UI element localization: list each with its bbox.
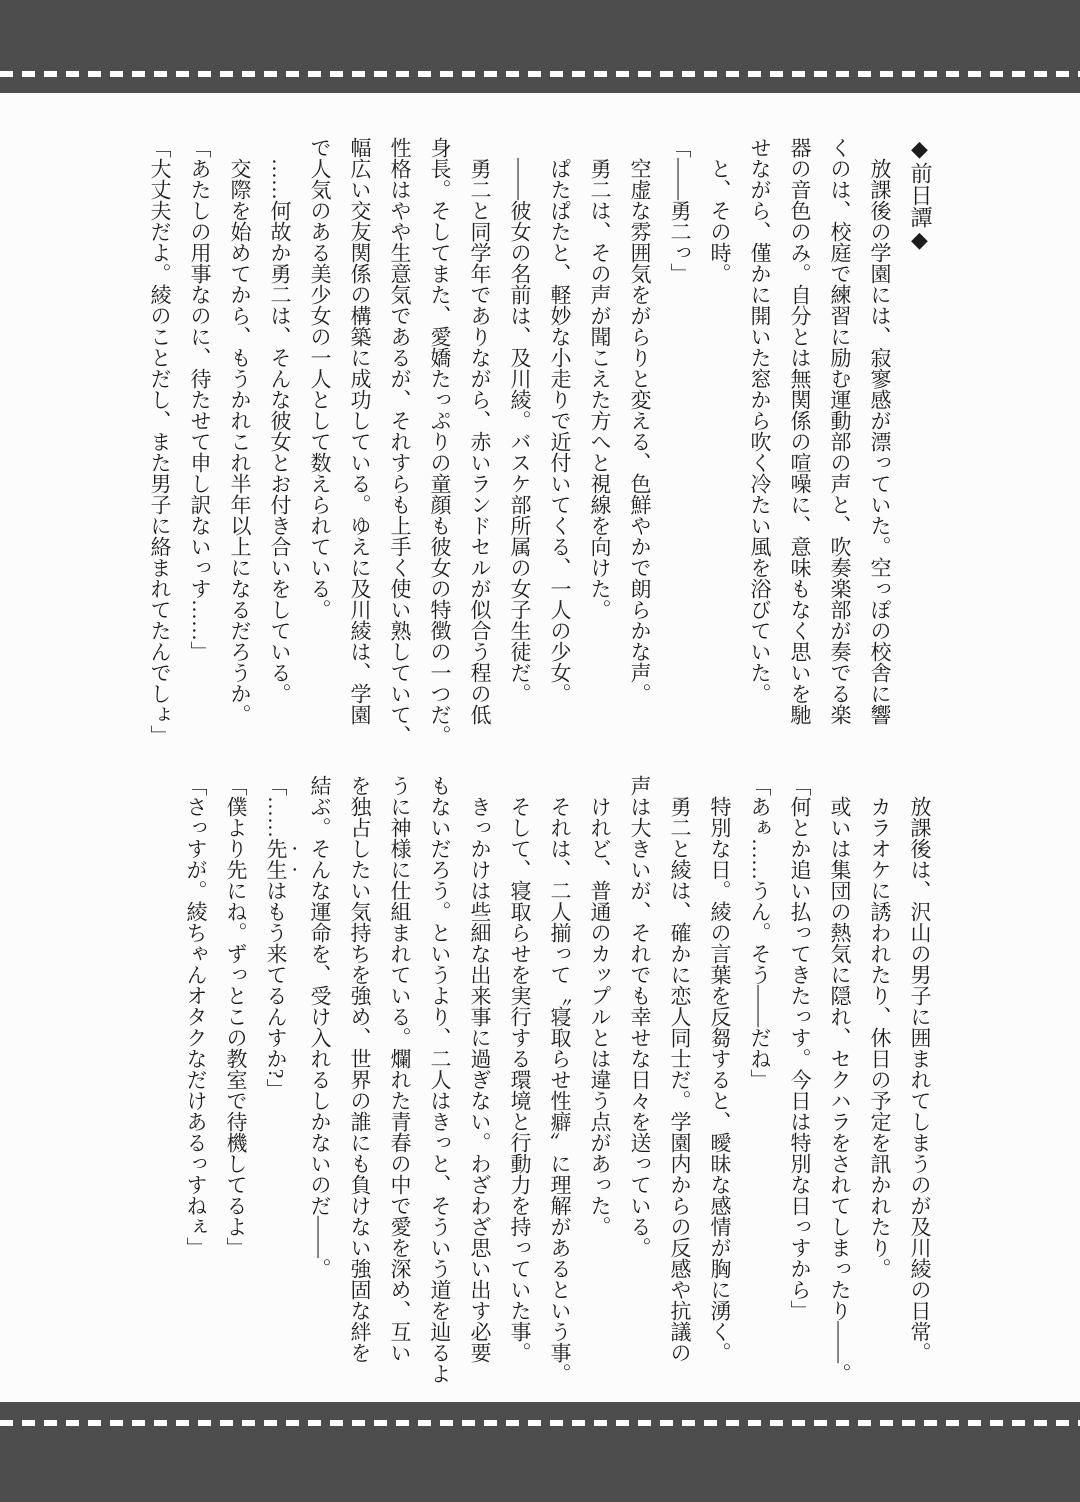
text-column: と、その時。 <box>708 158 732 284</box>
text-column: 勇二と綾は、確かに恋人同士だ。学園内からの反感や抗議の <box>668 796 692 1363</box>
text-column: 結ぶ。そんな運命を、受け入れるしかないのだ――。 <box>308 775 332 1279</box>
text-column: そして、寝取らせを実行する環境と行動力を持っていた事。 <box>508 796 532 1363</box>
text-column: 放課後の学園には、寂寥感が漂っていた。空っぽの校舎に響 <box>868 158 892 725</box>
text-column: 放課後は、沢山の男子に囲まれてしまうのが及川綾の日常。 <box>908 796 932 1363</box>
section-title: ◆前日譚◆ <box>908 137 933 253</box>
text-column: で人気のある美少女の一人として数えられている。 <box>308 137 332 620</box>
text-column: 「さっすが。綾ちゃんオタクなだけあるっすねぇ」 <box>184 775 208 1258</box>
text-column: を独占したい気持ちを強め、世界の誰にも負けない強固な絆を <box>348 775 372 1363</box>
text-column-emphasis <box>256 775 300 1393</box>
top-border <box>0 0 1080 93</box>
bottom-dashed-line <box>0 1420 1080 1426</box>
prologue-section <box>140 137 940 755</box>
text-column: 「あぁ……うん。そう――だね」 <box>748 775 772 1090</box>
text-column: 声は大きいが、それでも幸せな日々を送っている。 <box>628 775 652 1258</box>
text-column: 幅広い交友関係の構築に成功している。ゆえに及川綾は、学園 <box>348 137 372 725</box>
text-column: 器の音色のみ。自分とは無関係の喧噪に、意味もなく思いを馳 <box>788 137 812 725</box>
dialogue-suffix: はもう来てるんすか?」 <box>264 880 288 1100</box>
text-column: 空虚な雰囲気をがらりと変える、色鮮やかで朗らかな声。 <box>628 158 652 704</box>
text-column: ……何故か勇二は、そんな彼女とお付き合いをしている。 <box>268 158 292 704</box>
emphasized-word: 先生 <box>264 838 288 880</box>
text-column: ぱたぱたと、軽妙な小走りで近付いてくる、一人の少女。 <box>548 158 572 704</box>
dialogue-prefix: 「…… <box>264 775 288 838</box>
text-column: もないだろう。というより、二人はきっと、そういう道を辿るよ <box>428 775 452 1384</box>
top-dashed-line <box>0 71 1080 77</box>
main-section <box>180 775 940 1393</box>
text-column: せながら、僅かに開いた窓から吹く冷たい風を浴びていた。 <box>748 137 772 704</box>
text-column: 性格はやや生意気であるが、それすらも上手く使い熟していて、 <box>388 137 412 746</box>
text-column: 「――勇二っ」 <box>668 137 692 284</box>
text-column: 特別な日。綾の言葉を反芻すると、曖昧な感情が胸に湧く。 <box>708 796 732 1363</box>
text-column: 「僕より先にね。ずっとこの教室で待機してるよ」 <box>224 775 248 1258</box>
text-column: 勇二と同学年でありながら、赤いランドセルが似合う程の低 <box>468 158 492 725</box>
text-column: カラオケに誘われたり、休日の予定を訊かれたり。 <box>868 796 892 1279</box>
text-column: くのは、校庭で練習に励む運動部の声と、吹奏楽部が奏でる楽 <box>828 137 852 725</box>
text-column: 勇二は、その声が聞こえた方へと視線を向けた。 <box>588 158 612 620</box>
text-column: 交際を始めてから、もうかれこれ半年以上になるだろうか。 <box>228 158 252 725</box>
text-column: うに神様に仕組まれている。爛れた青春の中で愛を深め、互い <box>388 775 412 1363</box>
text-column: 「あたしの用事なのに、待たせて申し訳ないっす……」 <box>188 137 212 662</box>
bottom-border <box>0 1402 1080 1502</box>
text-column: きっかけは些細な出来事に過ぎない。わざわざ思い出す必要 <box>468 796 492 1363</box>
text-column: ――彼女の名前は、及川綾。バスケ部所属の女子生徒だ。 <box>508 158 532 704</box>
text-column: 或いは集団の熱気に隠れ、セクハラをされてしまったり――。 <box>828 796 852 1384</box>
text-column: けれど、普通のカップルとは違う点があった。 <box>588 796 612 1237</box>
text-column: 「何とか追い払ってきたっす。今日は特別な日っすから」 <box>788 775 812 1321</box>
text-column: 「大丈夫だよ。綾のことだし、また男子に絡まれてたんでしょ」 <box>148 137 172 746</box>
text-column: それは、二人揃って〝寝取らせ性癖〟に理解があるという事。 <box>548 796 572 1384</box>
text-column: 身長。そしてまた、愛嬌たっぷりの童顔も彼女の特徴の一つだ。 <box>428 137 452 746</box>
